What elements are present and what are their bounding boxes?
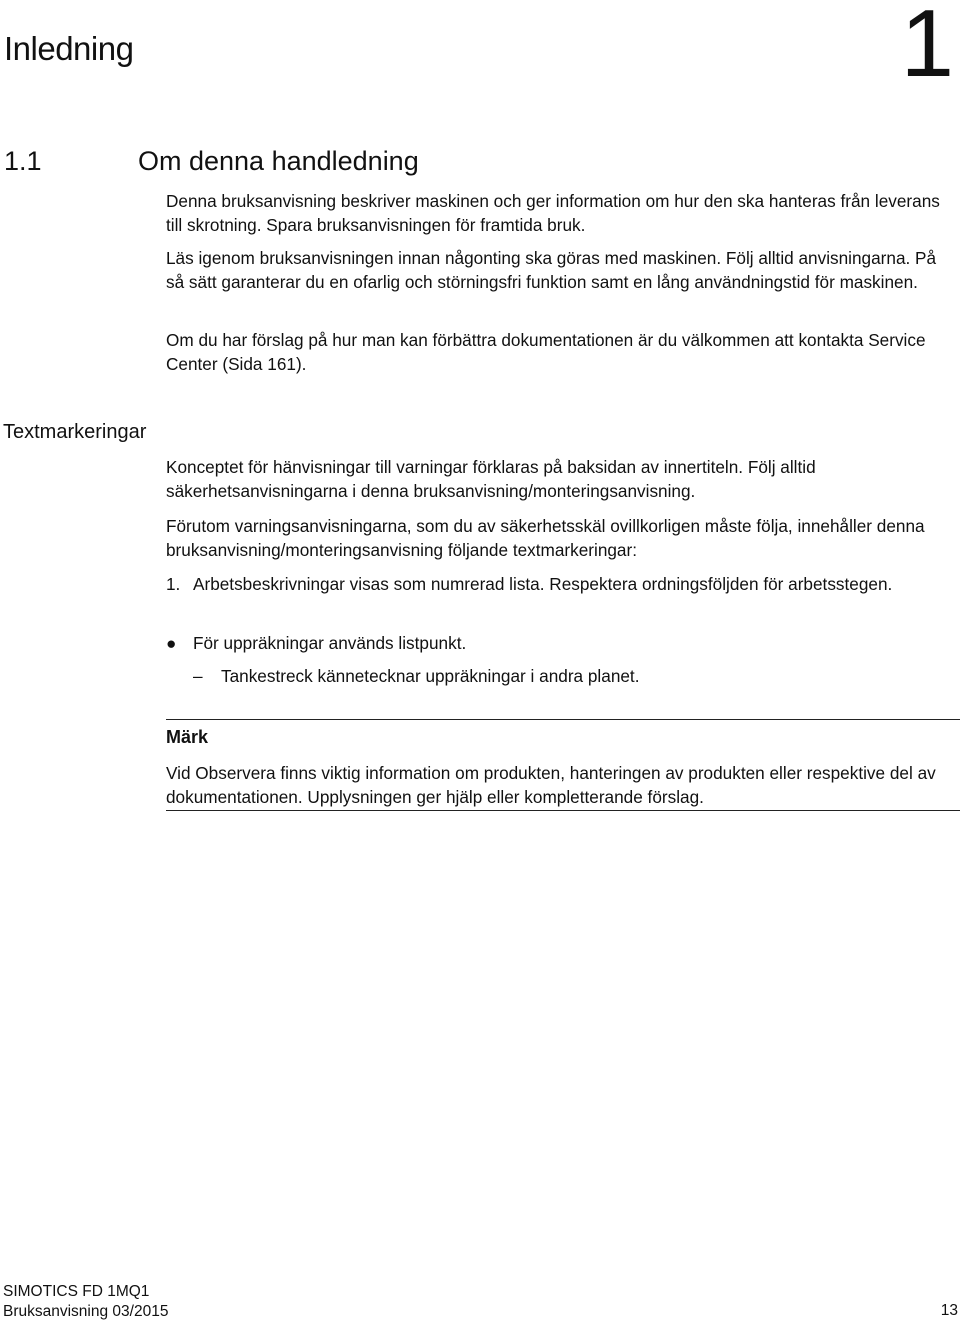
list-item-text: Arbetsbeskrivningar visas som numrerad lista. Respektera ordningsföljden för arbetsstegen.	[193, 574, 893, 594]
footer-document: Bruksanvisning 03/2015	[3, 1303, 169, 1320]
footer-product: SIMOTICS FD 1MQ1	[3, 1283, 150, 1300]
note-bottom-divider	[166, 810, 960, 811]
page-number: 13	[940, 1302, 958, 1319]
section-paragraph: Denna bruksanvisning beskriver maskinen och ger information om hur den ska hanteras från leverans till skrotning. Spara bruksanvisningen för framtida bruk.	[166, 191, 940, 235]
chapter-number: 1	[900, 0, 954, 97]
dash-icon: –	[193, 666, 203, 686]
list-item-text: Tankestreck kännetecknar uppräkningar i andra planet.	[221, 666, 640, 686]
list-item-text: För uppräkningar används listpunkt.	[193, 633, 467, 653]
section-number: 1.1	[4, 146, 42, 176]
note-label: Märk	[166, 727, 209, 747]
note-text: Vid Observera finns viktig information om produkten, hanteringen av produkten eller respektive del av dokumentationen. Upplysningen ger hjälp eller kompletterande förslag.	[166, 763, 936, 807]
section-paragraph: Om du har förslag på hur man kan förbättra dokumentationen är du välkommen att kontakta Service Center (Sida 161).	[166, 330, 926, 374]
list-number-marker: 1.	[166, 574, 181, 594]
section-paragraph: Läs igenom bruksanvisningen innan någonting ska göras med maskinen. Följ alltid anvisningarna. På så sätt garanterar du en ofarlig och störningsfri funktion samt en lång användningstid för maskinen.	[166, 248, 937, 292]
textmarkeringar-paragraph: Konceptet för hänvisningar till varningar förklaras på baksidan av innertiteln. Följ alltid säkerhetsanvisningarna i denna bruksanvisning/monteringsanvisning.	[166, 457, 816, 501]
bullet-icon: ●	[166, 633, 177, 653]
chapter-title: Inledning	[4, 30, 134, 67]
section-title: Om denna handledning	[138, 146, 419, 176]
note-top-divider	[166, 719, 960, 720]
textmarkeringar-heading: Textmarkeringar	[3, 421, 147, 443]
textmarkeringar-paragraph: Förutom varningsanvisningarna, som du av säkerhetsskäl ovillkorligen måste följa, innehåller denna bruksanvisning/monteringsanvisning följande textmarkeringar:	[166, 516, 925, 560]
